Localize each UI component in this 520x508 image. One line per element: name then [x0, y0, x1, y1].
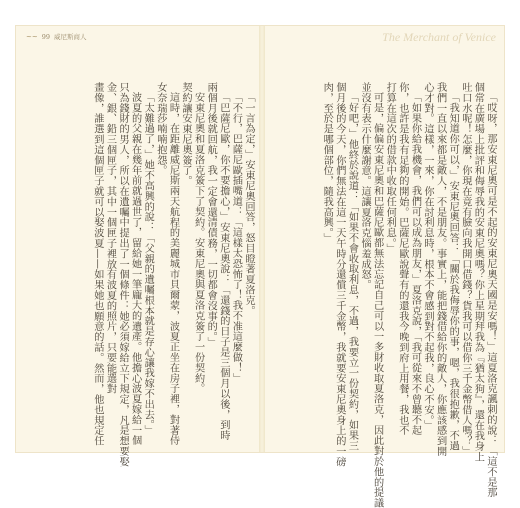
page-number: 99	[41, 32, 51, 41]
text-column: 波夏的父親在幾年前就過世了，留給她一筆龐大的遺產。他擔心波夏嫁給一個	[129, 92, 141, 446]
text-column: 吐口水呢！怎麼，你現在竟有臉向我開口借錢？貨我可以借你三千金幣借人嗎？」	[459, 82, 471, 457]
text-column: 「如果你給我機會，我們可以成為朋友，」夏洛克說，「我可從來不曾聽不起	[409, 92, 421, 436]
book-spread	[16, 26, 504, 508]
text-column: 「一言為定，」安東尼奧回答，怒目瞪著夏洛克。	[243, 92, 254, 316]
text-column: 契約讓安東尼奧簽了。	[180, 82, 192, 186]
text-column: 你，也許是我有足夠的開始。巴薩尼歐說聲有的還我今晚到府上用餐，我也不	[396, 82, 408, 436]
text-column: 心才對。這樣，一來，你在討利息時，根本不會感到對不起我，良心不安。」	[422, 82, 434, 431]
text-column: 「巴薩尼歐，你不要擔心，」安東尼奧說：「還錢的日子是三個月以後，到時	[217, 92, 229, 441]
text-column: 「太難過了，」她不高興的說：「父親的遺囑根本就是存心讓我嫁不出去。」	[142, 92, 154, 436]
text-column: 「好吧，」他終於說道：「如果不會收取利息，不過，我要立一份契約，如果三	[346, 92, 358, 451]
text-column: 個月後的今天，你們無法在這一天午時分還償三千金幣，我就要安東尼奧身上的一磅	[333, 82, 345, 467]
text-column: 畫像，誰選到這個匣子就可以娶波夏——如果她也願意的話。然而，他也規定任	[91, 82, 103, 446]
text-column: 「不行，巴薩尼歐插嘴道：「這樣太恐怖了！我不准這麼做！」	[230, 92, 242, 384]
ornament-icon: ~~	[26, 32, 38, 41]
text-column: 「我知道你可以，」安東尼奧回答：「關於我侮辱你的事，嗯，我很抱歉，不過	[447, 92, 459, 451]
text-column: 安東尼奧和夏洛克簽下了契約。安東尼奧與夏洛克簽了一份契約。	[192, 92, 204, 394]
text-column: 只為錢財的男人，所以在遺囑中提出了一個條件：她必須嫁給立下規定，凡是想要娶	[117, 82, 129, 467]
text-column: 可是，偏偏安東尼奧和巴薩尼歐都無法忘記自己可以一多財收取夏洛克，因此對於他的提議	[371, 92, 383, 508]
text-column: 打算在這次的借款中收取任何利息。」	[384, 82, 396, 254]
text-column: 「哎呀，那安東尼奧可是不起的安東尼奧天國是安嗎！」這夏洛克諷刺的說：「這不是那	[485, 92, 496, 498]
left-page	[26, 82, 254, 467]
book-title-en: The Merchant of Venice	[382, 30, 496, 44]
text-column: 金、銀、鉛三個匣子，其中一個匣子裡放有波夏的照片，只要能選對	[104, 82, 116, 394]
text-column: 這時，在距離威尼斯兩天航程的美麗城市貝爾蒙，波夏正坐在房子裡，對著侍	[167, 92, 179, 446]
text-column: 個常在廣場上批評和侮辱我的安東尼奧嗎？你上星期拜我為『猶太狗』，還在我身上	[472, 82, 484, 462]
left-page-columns	[26, 82, 254, 467]
text-column: 我們一直以來都是敵人，不是朋友。事實上，能把錢借給你的敵人，你應該感到開	[434, 82, 446, 457]
right-page-columns	[270, 82, 496, 508]
text-column: 並沒有表示什麼謝意。這讓夏洛克惱羞成怒。	[359, 82, 371, 290]
book-title-zh: 威尼斯商人	[54, 33, 87, 41]
running-head-left	[26, 32, 87, 41]
text-column: 兩個月後就回航，我一定會還清債務，一切都會沒事的。」	[205, 82, 217, 348]
right-page	[270, 82, 496, 508]
text-column: 肉，至於是哪個部位，隨我高興。」	[321, 82, 333, 244]
text-column: 女奈瑞莎喃喃抱怨。	[154, 82, 166, 176]
book-gutter	[259, 26, 265, 452]
